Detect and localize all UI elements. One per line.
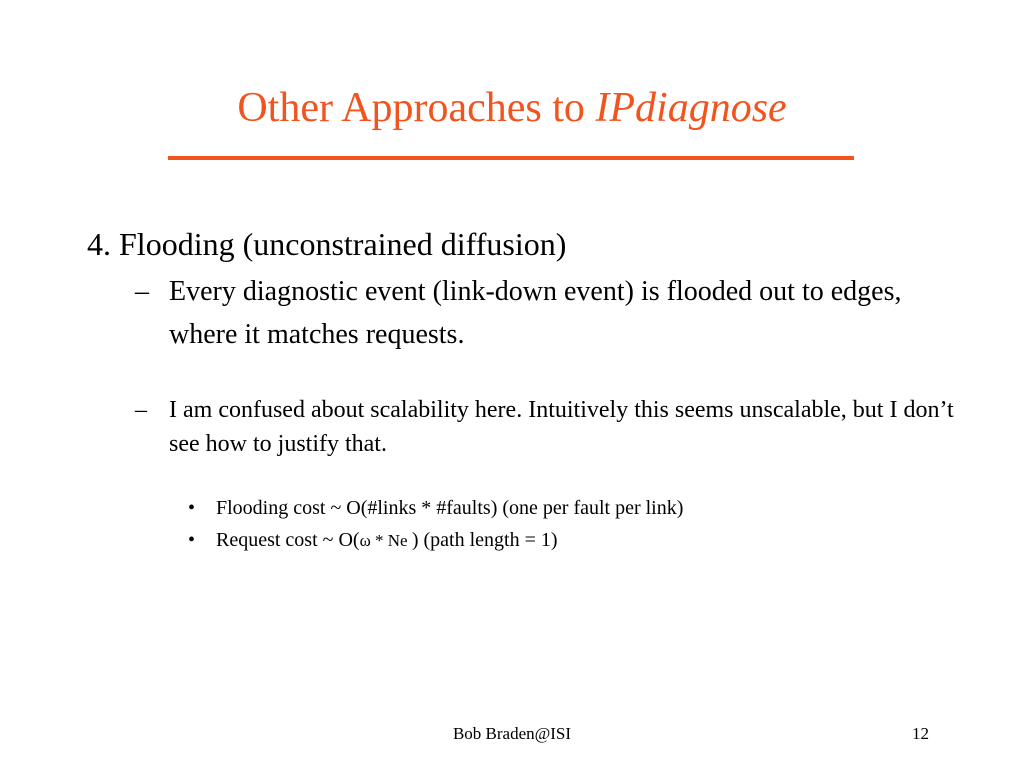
list-item [135, 270, 965, 356]
bullet-text-formula: ω * Ne [359, 531, 412, 550]
dash-marker: – [135, 397, 147, 423]
bullet-text: Flooding cost ~ O(#links * #faults) (one per fault per link) [216, 497, 684, 519]
bullet-marker: • [188, 497, 196, 519]
bullet-item [188, 526, 558, 555]
slide-title [0, 80, 1024, 136]
list-item-text: Every diagnostic event (link-down event) is flooded out to edges, where it matches requests. [169, 276, 902, 350]
list-item [135, 393, 965, 461]
bullet-text-prefix: Request cost ~ O( [216, 529, 360, 551]
page-number: 12 [912, 724, 929, 743]
footer-author: Bob Braden@ISI [452, 724, 572, 743]
section-heading: 4. Flooding (unconstrained diffusion) [87, 226, 567, 262]
title-emphasis: IPdiagnose [595, 85, 787, 131]
title-main: Other Approaches to [237, 85, 596, 131]
title-underline [168, 156, 854, 160]
bullet-marker: • [188, 529, 196, 551]
bullet-text [216, 529, 558, 551]
bullet-item [188, 494, 683, 522]
list-item-text: I am confused about scalability here. Intuitively this seems unscalable, but I don’t see how to justify that. [169, 397, 954, 457]
bullet-text-suffix: ) (path length = 1) [411, 529, 558, 551]
dash-marker: – [135, 276, 149, 307]
